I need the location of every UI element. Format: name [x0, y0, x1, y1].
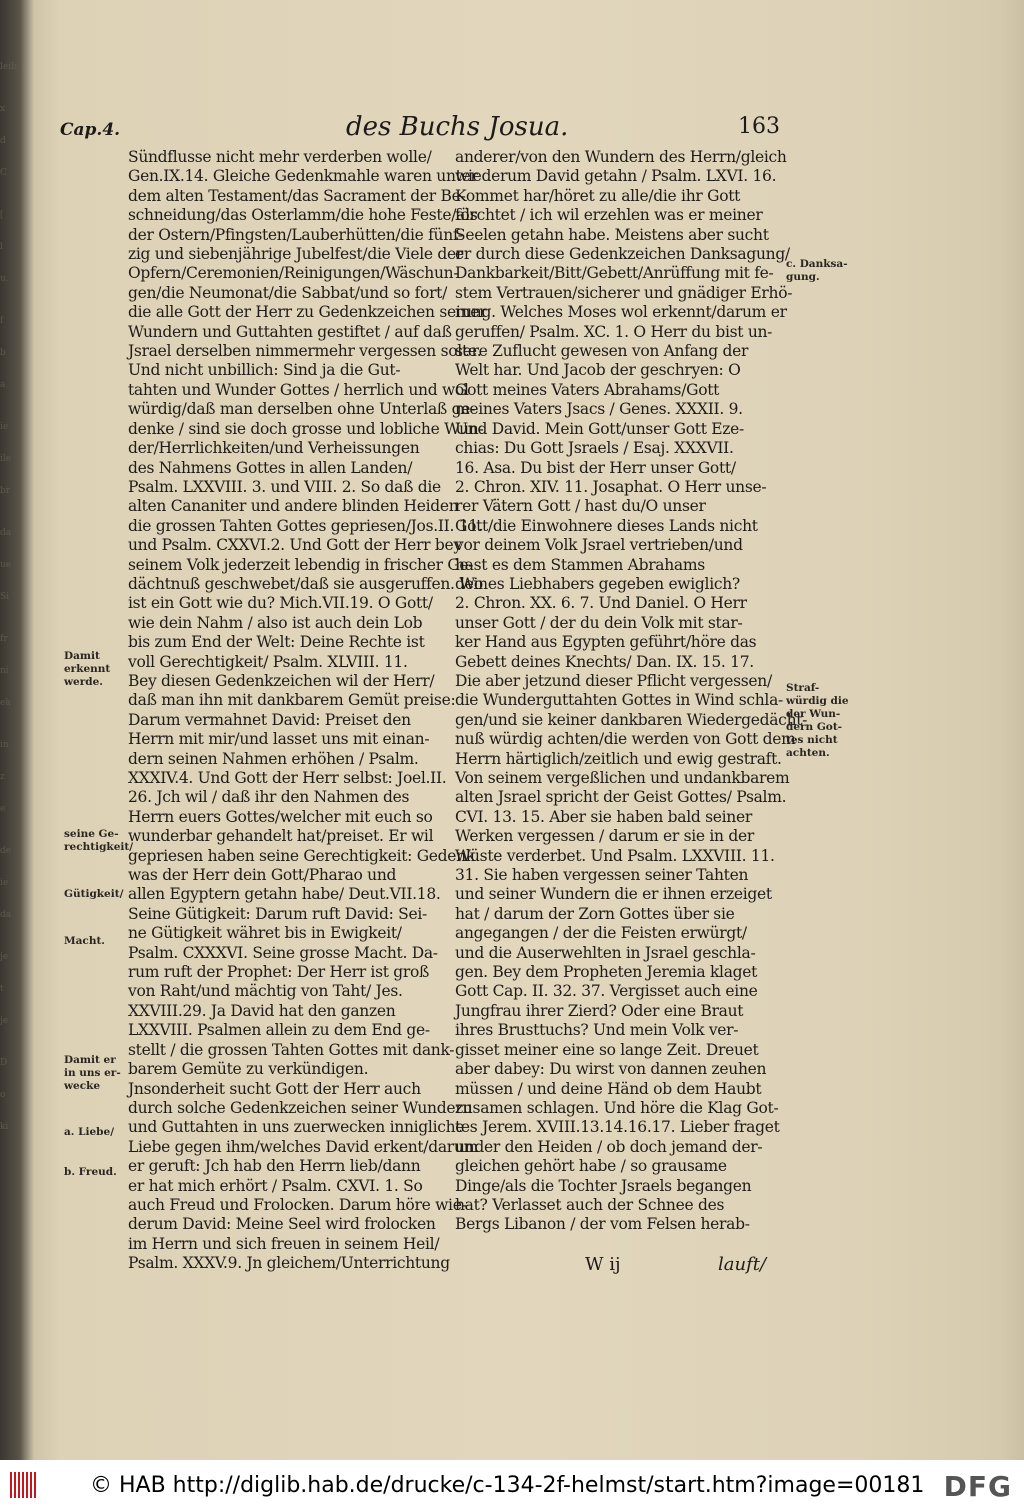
- text-line: im Herrn und sich freuen in seinem Heil/: [128, 1234, 440, 1253]
- text-line: zusamen schlagen. Und höre die Klag Got-: [455, 1098, 779, 1117]
- text-line: 2. Chron. XIV. 11. Josaphat. O Herr unse-: [455, 477, 767, 496]
- margin-note-line: c. Danksa-: [786, 258, 848, 270]
- text-line: geruffen/ Psalm. XC. 1. O Herr du bist un-: [455, 322, 773, 341]
- text-line: unser Gott / der du dein Volk mit star-: [455, 613, 743, 632]
- text-line: der/Herrlichkeiten/und Verheissungen: [128, 439, 420, 458]
- margin-note-left: [64, 1166, 117, 1179]
- text-line: Gebett deines Knechts/ Dan. IX. 15. 17.: [455, 652, 754, 671]
- text-line: voll Gerechtigkeit/ Psalm. XLVIII. 11.: [128, 652, 408, 671]
- margin-note-line: werde.: [64, 676, 103, 688]
- text-line: XXVIII.29. Ja David hat den ganzen: [128, 1001, 396, 1020]
- text-line: under den Heiden / ob doch jemand der-: [455, 1137, 763, 1156]
- text-line: meines Vaters Jsacs / Genes. XXXII. 9.: [455, 400, 743, 419]
- text-line: bis zum End der Welt: Deine Rechte ist: [128, 633, 425, 652]
- text-line: nuß würdig achten/die werden von Gott dem: [455, 730, 796, 749]
- text-line: die Wunderguttahten Gottes in Wind schla-: [455, 691, 783, 710]
- text-line: des Nahmens Gottes in allen Landen/: [128, 458, 413, 477]
- text-line: 26. Jch wil / daß ihr den Nahmen des: [128, 788, 410, 807]
- text-line: Herrn mit mir/und lasset uns mit einan-: [128, 730, 430, 749]
- margin-note-line: Damit: [64, 650, 100, 662]
- text-line: würdig/daß man derselben ohne Unterlaß ge-: [128, 400, 476, 419]
- text-line: dem alten Testament/das Sacrament der Be-: [128, 186, 466, 205]
- edge-fragment: da: [0, 528, 12, 538]
- edge-fragment: in: [0, 740, 9, 750]
- chapter-label: Cap.4.: [60, 120, 121, 140]
- text-line: 2. Chron. XX. 6. 7. Und Daniel. O Herr: [455, 594, 747, 613]
- text-line: dern seinen Nahmen erhöhen / Psalm.: [128, 749, 419, 768]
- text-line: gen/die Neumonat/die Sabbat/und so fort/: [128, 283, 448, 302]
- text-line: die alle Gott der Herr zu Gedenkzeichen seiner: [128, 303, 487, 322]
- edge-fragment: e: [0, 804, 6, 814]
- text-line: Herrn euers Gottes/welcher mit euch so: [128, 807, 433, 826]
- text-line: Dankbarkeit/Bitt/Gebett/Anrüffung mit fe-: [455, 264, 774, 283]
- text-line: Sündflusse nicht mehr verderben wolle/: [128, 148, 432, 166]
- text-line: von Raht/und mächtig von Taht/ Jes.: [128, 982, 403, 1001]
- margin-note-line: a. Liebe/: [64, 1126, 115, 1138]
- text-line: deines Liebhabers gegeben ewiglich?: [455, 574, 740, 593]
- text-line: ist ein Gott wie du? Mich.VII.19. O Gott/: [128, 594, 433, 613]
- text-line: Jnsonderheit sucht Gott der Herr auch: [128, 1079, 421, 1098]
- text-line: XXXIV.4. Und Gott der Herr selbst: Joel.II.: [128, 769, 447, 787]
- text-line: wunderbar gehandelt hat/preiset. Er wil: [128, 827, 434, 846]
- text-line: hat? Verlasset auch der Schnee des: [455, 1195, 725, 1214]
- text-line: stem Vertrauen/sicherer und gnädiger Erhö-: [455, 283, 793, 302]
- margin-note-line: würdig die: [786, 695, 849, 707]
- text-line: stellt / die grossen Tahten Gottes mit dank-: [128, 1040, 455, 1059]
- text-line: hast es dem Stammen Abrahams: [455, 555, 705, 574]
- edge-fragment: C: [0, 168, 7, 178]
- text-line: Jsrael derselben nimmermehr vergessen solte.: [128, 342, 482, 361]
- text-line: Gott/die Einwohnere dieses Lands nicht: [455, 516, 758, 535]
- text-line: schneidung/das Osterlamm/die hohe Feste/als: [128, 206, 478, 225]
- margin-note-left: [64, 1054, 121, 1093]
- text-line: aber dabey: Du wirst von dannen zeuhen: [455, 1060, 767, 1079]
- text-line: 16. Asa. Du bist der Herr unser Gott/: [455, 458, 736, 477]
- edge-fragment: ie: [0, 422, 9, 432]
- edge-fragment: de: [0, 846, 12, 856]
- text-line: chias: Du Gott Jsraels / Esaj. XXXVII.: [455, 439, 734, 458]
- signature-mark: W ij: [585, 1254, 621, 1275]
- text-line: alten Cananiter und andere blinden Heiden: [128, 497, 459, 516]
- edge-fragment: d: [0, 136, 6, 146]
- edge-fragment: da: [0, 910, 12, 920]
- margin-note-line: b. Freud.: [64, 1166, 117, 1178]
- text-line: vor deinem Volk Jsrael vertrieben/und: [455, 536, 743, 555]
- adjacent-page-edge: [0, 60, 50, 1440]
- text-line: Gott Cap. II. 32. 37. Vergisset auch eine: [455, 982, 758, 1001]
- edge-fragment: je: [0, 1016, 9, 1026]
- edge-fragment: ki: [0, 1122, 9, 1132]
- margin-note-line: seine Ge-: [64, 828, 119, 840]
- text-line: Dinge/als die Tochter Jsraels begangen: [455, 1176, 752, 1195]
- text-line: und Guttahten in uns zuerwecken innigliche: [128, 1118, 465, 1137]
- margin-note-line: der Wun-: [786, 708, 841, 720]
- text-line: der Ostern/Pfingsten/Lauberhütten/die fünf-: [128, 225, 463, 244]
- margin-note-line: erkennt: [64, 663, 111, 675]
- text-line: wiederum David getahn / Psalm. LXVI. 16.: [455, 167, 777, 186]
- text-line: wie dein Nahm / also ist auch dein Lob: [128, 613, 423, 632]
- text-line: Wundern und Guttahten gestiftet / auf daß: [128, 322, 452, 341]
- text-line: er durch diese Gedenkzeichen Danksagung/: [455, 245, 790, 264]
- text-line: gleichen gehört habe / so grausame: [455, 1157, 727, 1176]
- dfg-logo: DFG: [943, 1470, 1012, 1503]
- margin-note-line: tes nicht: [786, 734, 838, 746]
- margin-note-line: Gütigkeit/: [64, 888, 124, 900]
- text-line: derum David: Meine Seel wird frolocken: [128, 1215, 436, 1234]
- edge-fragment: ie: [0, 878, 9, 888]
- text-line: und die Auserwehlten in Jsrael geschla-: [455, 943, 756, 962]
- text-line: denke / sind sie doch grosse und lobliche Wun-: [128, 419, 484, 438]
- edge-fragment: ni: [0, 666, 9, 676]
- margin-note-right: [786, 258, 848, 284]
- edge-fragment: ile: [0, 454, 12, 464]
- text-line: die grossen Tahten Gottes gepriesen/Jos.II. 11.: [128, 516, 483, 535]
- right-text-column: [455, 148, 808, 1235]
- margin-note-line: Macht.: [64, 935, 105, 947]
- text-line: und Psalm. CXXVI.2. Und Gott der Herr bey: [128, 536, 462, 555]
- edge-fragment: br: [0, 486, 11, 496]
- text-line: Herrn härtiglich/zeitlich und ewig gestraft.: [455, 749, 782, 768]
- text-line: 31. Sie haben vergessen seiner Tahten: [455, 866, 749, 885]
- text-line: Kommet har/höret zu alle/die ihr Gott: [455, 186, 741, 205]
- text-line: hat / darum der Zorn Gottes über sie: [455, 904, 735, 923]
- margin-note-line: in uns er-: [64, 1067, 121, 1079]
- text-line: angegangen / der die Feisten erwürgt/: [455, 924, 747, 943]
- text-line: Psalm. XXXV.9. Jn gleichem/Unterrichtung: [128, 1254, 450, 1273]
- edge-fragment: [: [0, 210, 4, 220]
- margin-note-left: [64, 888, 123, 901]
- text-line: Seelen getahn habe. Meistens aber sucht: [455, 225, 769, 244]
- text-line: müssen / und deine Händ ob dem Haubt: [455, 1079, 762, 1098]
- edge-fragment: o: [0, 1090, 6, 1100]
- edge-fragment: b: [0, 348, 6, 358]
- text-line: dächtnuß geschwebet/daß sie ausgeruffen. Wo: [128, 574, 483, 593]
- left-text-column: [128, 148, 487, 1274]
- text-line: tahten und Wunder Gottes / herrlich und wol: [128, 380, 469, 399]
- margin-note-line: gung.: [786, 271, 820, 283]
- edge-fragment: t: [0, 984, 4, 994]
- text-line: Bergs Libanon / der vom Felsen herab-: [455, 1215, 750, 1234]
- edge-fragment: z: [0, 772, 5, 782]
- page-header: [60, 110, 780, 146]
- text-line: Gen.IX.14. Gleiche Gedenkmahle waren unter: [128, 167, 478, 186]
- edge-fragment: f: [0, 316, 4, 326]
- margin-note-left: [64, 828, 133, 854]
- margin-note-line: achten.: [786, 747, 830, 759]
- text-line: barem Gemüte zu verkündigen.: [128, 1060, 369, 1079]
- margin-note-left: [64, 1126, 114, 1139]
- text-line: Wüste verderbet. Und Psalm. LXXVIII. 11.: [455, 846, 775, 865]
- edge-fragment: l: [0, 242, 3, 252]
- text-line: er hat mich erhört / Psalm. CXVI. 1. So: [128, 1176, 423, 1195]
- text-line: Gott meines Vaters Abrahams/Gott: [455, 380, 720, 399]
- edge-fragment: D: [0, 1058, 8, 1068]
- text-line: gen. Bey dem Propheten Jeremia klaget: [455, 963, 758, 982]
- edge-fragment: ue: [0, 560, 12, 570]
- text-line: er geruft: Jch hab den Herrn lieb/dann: [128, 1157, 421, 1176]
- edge-fragment: leib: [0, 62, 17, 72]
- footer-bar: [0, 1460, 1024, 1510]
- text-line: zig und siebenjährige Jubelfest/die Viele der: [128, 245, 464, 264]
- text-line: Die aber jetzund dieser Pflicht vergessen/: [455, 671, 772, 690]
- text-line: Psalm. LXXVIII. 3. und VIII. 2. So daß die: [128, 477, 441, 496]
- page-number: 163: [738, 114, 780, 139]
- margin-note-left: [64, 650, 110, 689]
- edge-fragment: fr: [0, 634, 8, 644]
- text-line: und seiner Wundern die er ihnen erzeiget: [455, 885, 772, 904]
- text-line: Von seinem vergeßlichen und undankbarem: [455, 769, 790, 787]
- edge-fragment: je: [0, 952, 9, 962]
- text-line: gen/und sie keiner dankbaren Wiedergedächt-: [455, 710, 808, 729]
- text-line: förchtet / ich wil erzehlen was er meiner: [455, 206, 763, 225]
- margin-note-right: [786, 682, 849, 760]
- barcode-icon: [10, 1472, 38, 1498]
- text-line: Und nicht unbillich: Sind ja die Gut-: [128, 361, 401, 380]
- text-line: Psalm. CXXXVI. Seine grosse Macht. Da-: [128, 943, 438, 962]
- text-line: rum ruft der Prophet: Der Herr ist groß: [128, 963, 430, 982]
- running-title: des Buchs Josua.: [346, 112, 569, 142]
- margin-note-line: rechtigkeit/: [64, 841, 134, 853]
- text-line: sere Zuflucht gewesen von Anfang der: [455, 342, 749, 361]
- text-line: gepriesen haben seine Gerechtigkeit: Gedenk: [128, 846, 475, 865]
- text-line: gisset meiner eine so lange Zeit. Dreuet: [455, 1040, 759, 1059]
- edge-fragment: ek: [0, 698, 11, 708]
- text-line: alten Jsrael spricht der Geist Gottes/ Psalm.: [455, 788, 787, 807]
- margin-note-line: dern Got-: [786, 721, 843, 733]
- edge-fragment: u.: [0, 274, 9, 284]
- catchword: lauft/: [718, 1254, 767, 1275]
- margin-note-left: [64, 935, 105, 948]
- text-line: Jungfrau ihrer Zierd? Oder eine Braut: [455, 1001, 744, 1020]
- text-line: rung. Welches Moses wol erkennt/darum er: [455, 303, 787, 322]
- text-line: Und David. Mein Gott/unser Gott Eze-: [455, 419, 744, 438]
- edge-fragment: a: [0, 380, 6, 390]
- margin-note-line: Straf-: [786, 682, 820, 694]
- text-line: Bey diesen Gedenkzeichen wil der Herr/: [128, 671, 435, 690]
- text-line: Seine Gütigkeit: Darum ruft David: Sei-: [128, 904, 427, 923]
- text-line: durch solche Gedenkzeichen seiner Wundern: [128, 1098, 473, 1117]
- text-line: anderer/von den Wundern des Herrn/gleich: [455, 148, 787, 166]
- text-line: auch Freud und Frolocken. Darum höre wie-: [128, 1195, 467, 1214]
- text-line: ker Hand aus Egypten geführt/höre das: [455, 633, 757, 652]
- edge-fragment: x: [0, 104, 6, 114]
- footer-url[interactable]: © HAB http://diglib.hab.de/drucke/c-134-2f-helmst/start.htm?image=00181: [90, 1473, 925, 1498]
- text-line: Welt har. Und Jacob der geschryen: O: [455, 361, 741, 380]
- text-line: ne Gütigkeit währet bis in Ewigkeit/: [128, 924, 402, 943]
- text-line: CVI. 13. 15. Aber sie haben bald seiner: [455, 807, 752, 826]
- edge-fragment: Si: [0, 592, 10, 602]
- text-line: Darum vermahnet David: Preiset den: [128, 710, 411, 729]
- text-line: Opfern/Ceremonien/Reinigungen/Wäschun-: [128, 264, 459, 283]
- text-line: was der Herr dein Gott/Pharao und: [128, 866, 397, 885]
- text-line: Liebe gegen ihm/welches David erkent/darum: [128, 1137, 478, 1156]
- text-line: ihres Brusttuchs? Und mein Volk ver-: [455, 1021, 739, 1040]
- text-line: tes Jerem. XVIII.13.14.16.17. Lieber fraget: [455, 1118, 780, 1137]
- text-line: rer Vätern Gott / hast du/O unser: [455, 497, 706, 516]
- text-line: allen Egyptern getahn habe/ Deut.VII.18.: [128, 885, 441, 904]
- margin-note-line: Damit er: [64, 1054, 116, 1066]
- text-line: daß man ihn mit dankbarem Gemüt preise:: [128, 691, 456, 710]
- margin-note-line: wecke: [64, 1080, 101, 1092]
- text-line: Werken vergessen / darum er sie in der: [455, 827, 754, 846]
- text-line: LXXVIII. Psalmen allein zu dem End ge-: [128, 1021, 430, 1040]
- text-line: seinem Volk jederzeit lebendig in frischer Ge-: [128, 555, 474, 574]
